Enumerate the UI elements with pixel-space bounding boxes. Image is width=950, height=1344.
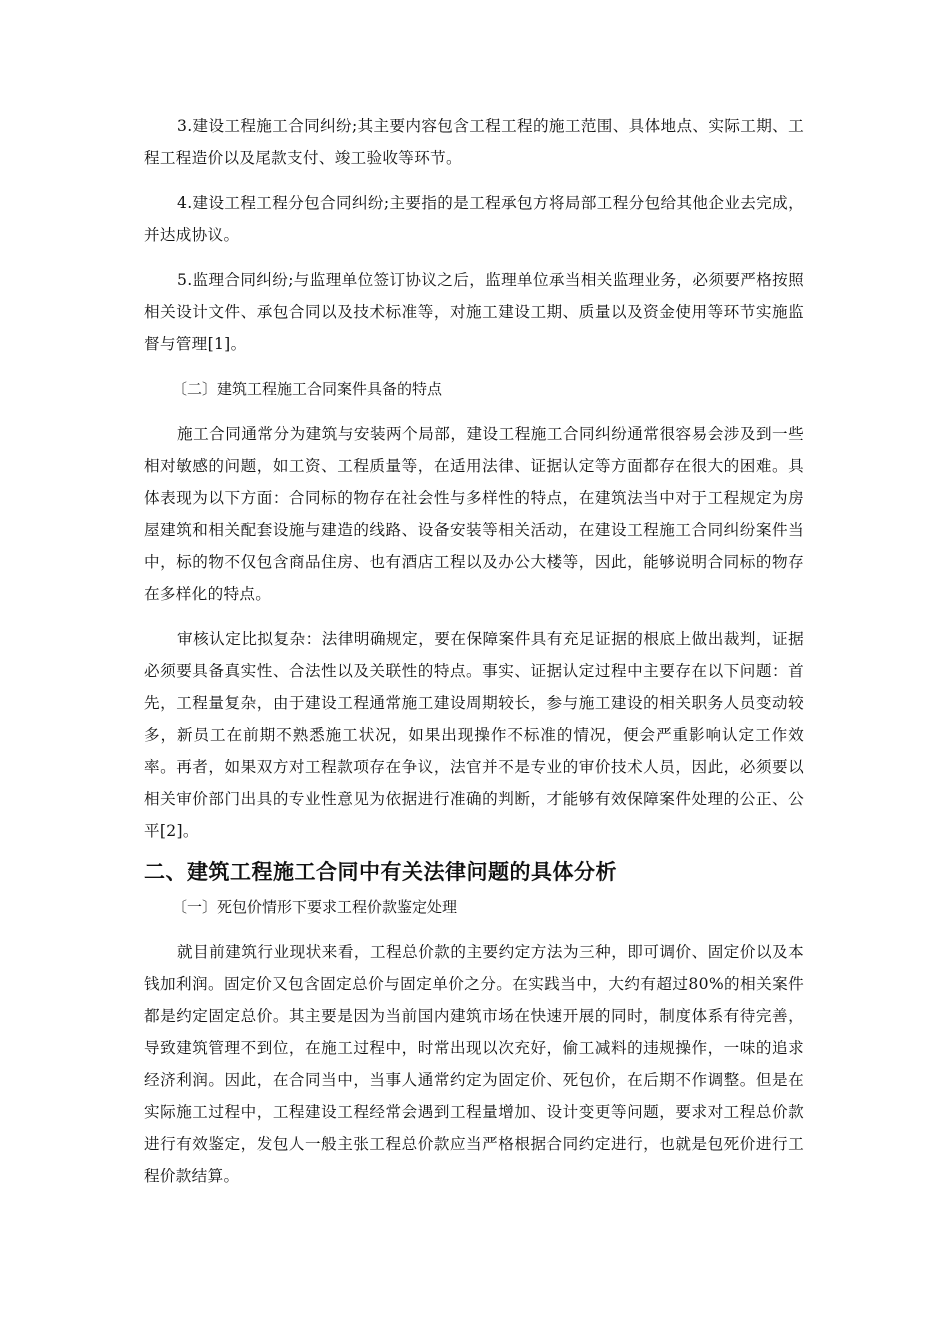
paragraph-pricing-methods: 就目前建筑行业现状来看，工程总价款的主要约定方法为三种，即可调价、固定价以及本钱加利润。固定价又包含固定总价与固定单价之分。在实践当中，大约有超过80%的相关案件都是约定固定总价。其主要是因为当前国内建筑市场在快速开展的同时，制度体系有待完善，导致建筑管理不到位，在施工过程中，时常出现以次充好，偷工减料的违规操作，一味的追求经济利润。因此，在合同当中，当事人通常约定为固定价、死包价，在后期不作调整。但是在实际施工过程中，工程建设工程经常会遇到工程量增加、设计变更等问题，要求对工程总价款进行有效鉴定，发包人一般主张工程总价款应当严格根据合同约定进行，也就是包死价进行工程价款结算。 [144, 943, 804, 1185]
paragraph-supervision-contract-dispute: 5.监理合同纠纷;与监理单位签订协议之后，监理单位承当相关监理业务，必须要严格按照相关设计文件、承包合同以及技术标准等，对施工建设工期、质量以及资金使用等环节实施监督与管理[1]。 [144, 271, 804, 353]
section-heading-legal-analysis: 二、建筑工程施工合同中有关法律问题的具体分析 [144, 860, 617, 884]
subheading-case-characteristics: 〔二〕建筑工程施工合同案件具备的特点 [172, 380, 443, 398]
subheading-fixed-price-appraisal: 〔一〕死包价情形下要求工程价款鉴定处理 [172, 898, 458, 916]
document-page [144, 110, 804, 1192]
paragraph-contract-characteristics: 施工合同通常分为建筑与安装两个局部，建设工程施工合同纠纷通常很容易会涉及到一些相对敏感的问题，如工资、工程质量等，在适用法律、证据认定等方面都存在很大的困难。具体表现为以下方面：合同标的物存在社会性与多样性的特点，在建筑法当中对于工程规定为房屋建筑和相关配套设施与建造的线路、设备安装等相关活动，在建设工程施工合同纠纷案件当中，标的物不仅包含商品住房、也有酒店工程以及办公大楼等，因此，能够说明合同标的物存在多样化的特点。 [144, 425, 804, 603]
paragraph-construction-contract-dispute: 3.建设工程施工合同纠纷;其主要内容包含工程工程的施工范围、具体地点、实际工期、工程工程造价以及尾款支付、竣工验收等环节。 [144, 117, 804, 167]
paragraph-review-complexity: 审核认定比拟复杂：法律明确规定，要在保障案件具有充足证据的根底上做出裁判，证据必须要具备真实性、合法性以及关联性的特点。事实、证据认定过程中主要存在以下问题：首先，工程量复杂，由于建设工程通常施工建设周期较长，参与施工建设的相关职务人员变动较多，新员工在前期不熟悉施工状况，如果出现操作不标准的情况，便会严重影响认定工作效率。再者，如果双方对工程款项存在争议，法官并不是专业的审价技术人员，因此，必须要以相关审价部门出具的专业性意见为依据进行准确的判断，才能够有效保障案件处理的公正、公平[2]。 [144, 630, 804, 840]
paragraph-subcontract-dispute: 4.建设工程工程分包合同纠纷;主要指的是工程承包方将局部工程分包给其他企业去完成，并达成协议。 [144, 194, 804, 244]
